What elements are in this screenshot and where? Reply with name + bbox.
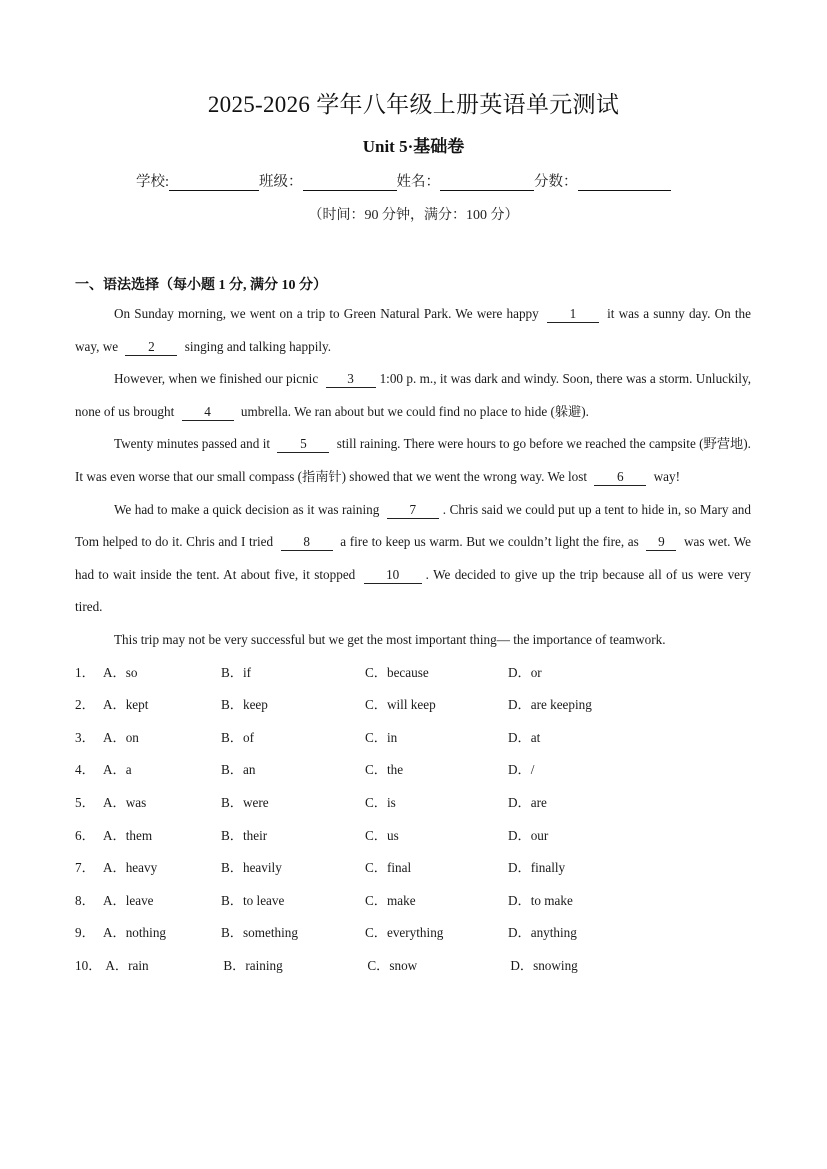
question-number: 7． <box>75 860 95 876</box>
option-a[interactable]: A．nothing <box>103 925 167 941</box>
option-c[interactable]: C．is <box>365 794 396 810</box>
question-number: 4． <box>75 762 95 778</box>
option-b[interactable]: B．heavily <box>221 860 282 876</box>
option-b[interactable]: B．to leave <box>221 892 285 908</box>
question-number: 9． <box>75 925 95 941</box>
option-b[interactable]: B．their <box>221 827 268 843</box>
option-d[interactable]: D．are keeping <box>508 697 592 713</box>
option-d[interactable]: D．/ <box>508 762 535 778</box>
passage-text: singing and talking happily. <box>181 338 332 354</box>
score-blank[interactable] <box>578 172 671 191</box>
passage-text: was wet. We had to wait inside the tent. At about five, it stopped <box>75 534 752 582</box>
passage-text: it was a sunny day. On the way, we <box>75 306 751 354</box>
passage-text: . We decided to give up the trip because all of us were very tired. <box>75 566 751 615</box>
question-row <box>75 852 751 885</box>
cloze-passage <box>75 298 751 657</box>
option-a[interactable]: A．heavy <box>103 860 158 876</box>
passage-text: This trip may not be very successful but we get the most important thing— the importance of teamwork. <box>114 631 666 647</box>
answer-blank-3[interactable]: 3 <box>326 371 376 388</box>
option-a[interactable]: A．on <box>103 729 139 745</box>
option-d[interactable]: D．finally <box>508 860 566 876</box>
option-b[interactable]: B．raining <box>223 957 283 973</box>
passage-text: Twenty minutes passed and it <box>114 436 274 452</box>
option-c[interactable]: C．will keep <box>365 697 436 713</box>
option-b[interactable]: B．something <box>221 925 298 941</box>
question-number: 1． <box>75 664 95 680</box>
passage-paragraph <box>75 363 751 428</box>
answer-blank-8[interactable]: 8 <box>281 534 333 551</box>
unit-subtitle: Unit 5·基础卷 <box>362 137 465 156</box>
option-a[interactable]: A．so <box>103 664 138 680</box>
option-a[interactable]: A．leave <box>103 892 154 908</box>
name-blank[interactable] <box>440 172 534 191</box>
option-c[interactable]: C．final <box>365 860 412 876</box>
option-a[interactable]: A．kept <box>103 697 149 713</box>
question-row <box>75 722 751 755</box>
option-d[interactable]: D．or <box>508 664 542 680</box>
question-number: 8． <box>75 892 95 908</box>
question-number: 10． <box>75 957 102 973</box>
passage-text: On Sunday morning, we went on a trip to Green Natural Park. We were happy <box>114 306 543 321</box>
answer-blank-1[interactable]: 1 <box>547 306 599 323</box>
school-label: 学校: <box>136 174 170 190</box>
answer-blank-6[interactable]: 6 <box>594 469 646 486</box>
option-b[interactable]: B．an <box>221 762 256 778</box>
score-label: 分数： <box>534 174 578 190</box>
option-b[interactable]: B．of <box>221 729 254 745</box>
question-number: 6． <box>75 827 95 843</box>
option-c[interactable]: C．because <box>365 664 429 680</box>
answer-blank-4[interactable]: 4 <box>182 404 234 421</box>
option-a[interactable]: A．them <box>103 827 153 843</box>
question-number: 2． <box>75 697 95 713</box>
option-a[interactable]: A．was <box>103 794 147 810</box>
passage-paragraph <box>75 494 751 624</box>
passage-text: way! <box>650 468 681 484</box>
question-row <box>75 754 751 787</box>
section-heading: 一、语法选择（每小题 1 分, 满分 10 分） <box>75 278 327 293</box>
option-c[interactable]: C．make <box>365 892 416 908</box>
option-d[interactable]: D．at <box>508 729 541 745</box>
question-row <box>75 657 751 690</box>
school-blank[interactable] <box>169 172 259 191</box>
answer-blank-7[interactable]: 7 <box>387 502 439 519</box>
name-label: 姓名： <box>396 174 441 190</box>
option-c[interactable]: C．the <box>365 762 404 778</box>
option-c[interactable]: C．us <box>365 827 399 843</box>
question-number: 5． <box>75 794 95 810</box>
option-c[interactable]: C．everything <box>365 925 444 941</box>
class-label: 班级： <box>259 174 303 190</box>
passage-text: a fire to keep us warm. But we couldn’t light the fire, as <box>336 534 643 550</box>
option-d[interactable]: D．our <box>508 827 549 843</box>
option-d[interactable]: D．snowing <box>510 957 578 973</box>
passage-text: We had to make a quick decision as it was raining <box>114 501 383 517</box>
option-a[interactable]: A．a <box>103 762 132 778</box>
option-b[interactable]: B．keep <box>221 697 268 713</box>
passage-text: still raining. There were hours to go before we reached the campsite (野营地). It was even worse that our small compass (指南针) showed that we went the wrong way. We lost <box>75 436 751 484</box>
question-options <box>75 657 751 983</box>
passage-text: umbrella. We ran about but we could find no place to hide (躲避). <box>237 403 589 419</box>
passage-text: . Chris said we could put up a tent to hide in, so Mary and Tom helped to do it. Chris and I tried <box>75 501 751 550</box>
option-d[interactable]: D．to make <box>508 892 573 908</box>
passage-text: However, when we finished our picnic <box>114 371 322 387</box>
option-d[interactable]: D．are <box>508 794 547 810</box>
answer-blank-5[interactable]: 5 <box>277 436 329 453</box>
question-row <box>75 689 751 722</box>
passage-paragraph <box>75 428 751 493</box>
passage-paragraph <box>75 298 751 363</box>
option-b[interactable]: B．if <box>221 664 252 680</box>
question-row <box>75 820 751 853</box>
question-row <box>75 950 751 983</box>
answer-blank-10[interactable]: 10 <box>364 567 422 584</box>
class-blank[interactable] <box>303 172 397 191</box>
page-title: 2025-2026 学年八年级上册英语单元测试 <box>207 92 620 117</box>
question-row <box>75 787 751 820</box>
question-row <box>75 917 751 950</box>
question-row <box>75 885 751 918</box>
answer-blank-9[interactable]: 9 <box>646 534 676 551</box>
option-c[interactable]: C．snow <box>367 957 418 973</box>
passage-text: 1:00 p. m., it was dark and windy. Soon, there was a storm. Unluckily, none of us brought <box>75 371 751 419</box>
passage-paragraph <box>75 624 751 657</box>
section-content <box>75 276 751 982</box>
question-number: 3． <box>75 729 95 745</box>
answer-blank-2[interactable]: 2 <box>125 339 177 356</box>
option-b[interactable]: B．were <box>221 794 269 810</box>
option-a[interactable]: A．rain <box>105 957 149 973</box>
student-info-row <box>136 170 736 192</box>
option-c[interactable]: C．in <box>365 729 398 745</box>
time-and-score-note: （时间：90 分钟，满分：100 分） <box>308 208 519 223</box>
option-d[interactable]: D．anything <box>508 925 577 941</box>
